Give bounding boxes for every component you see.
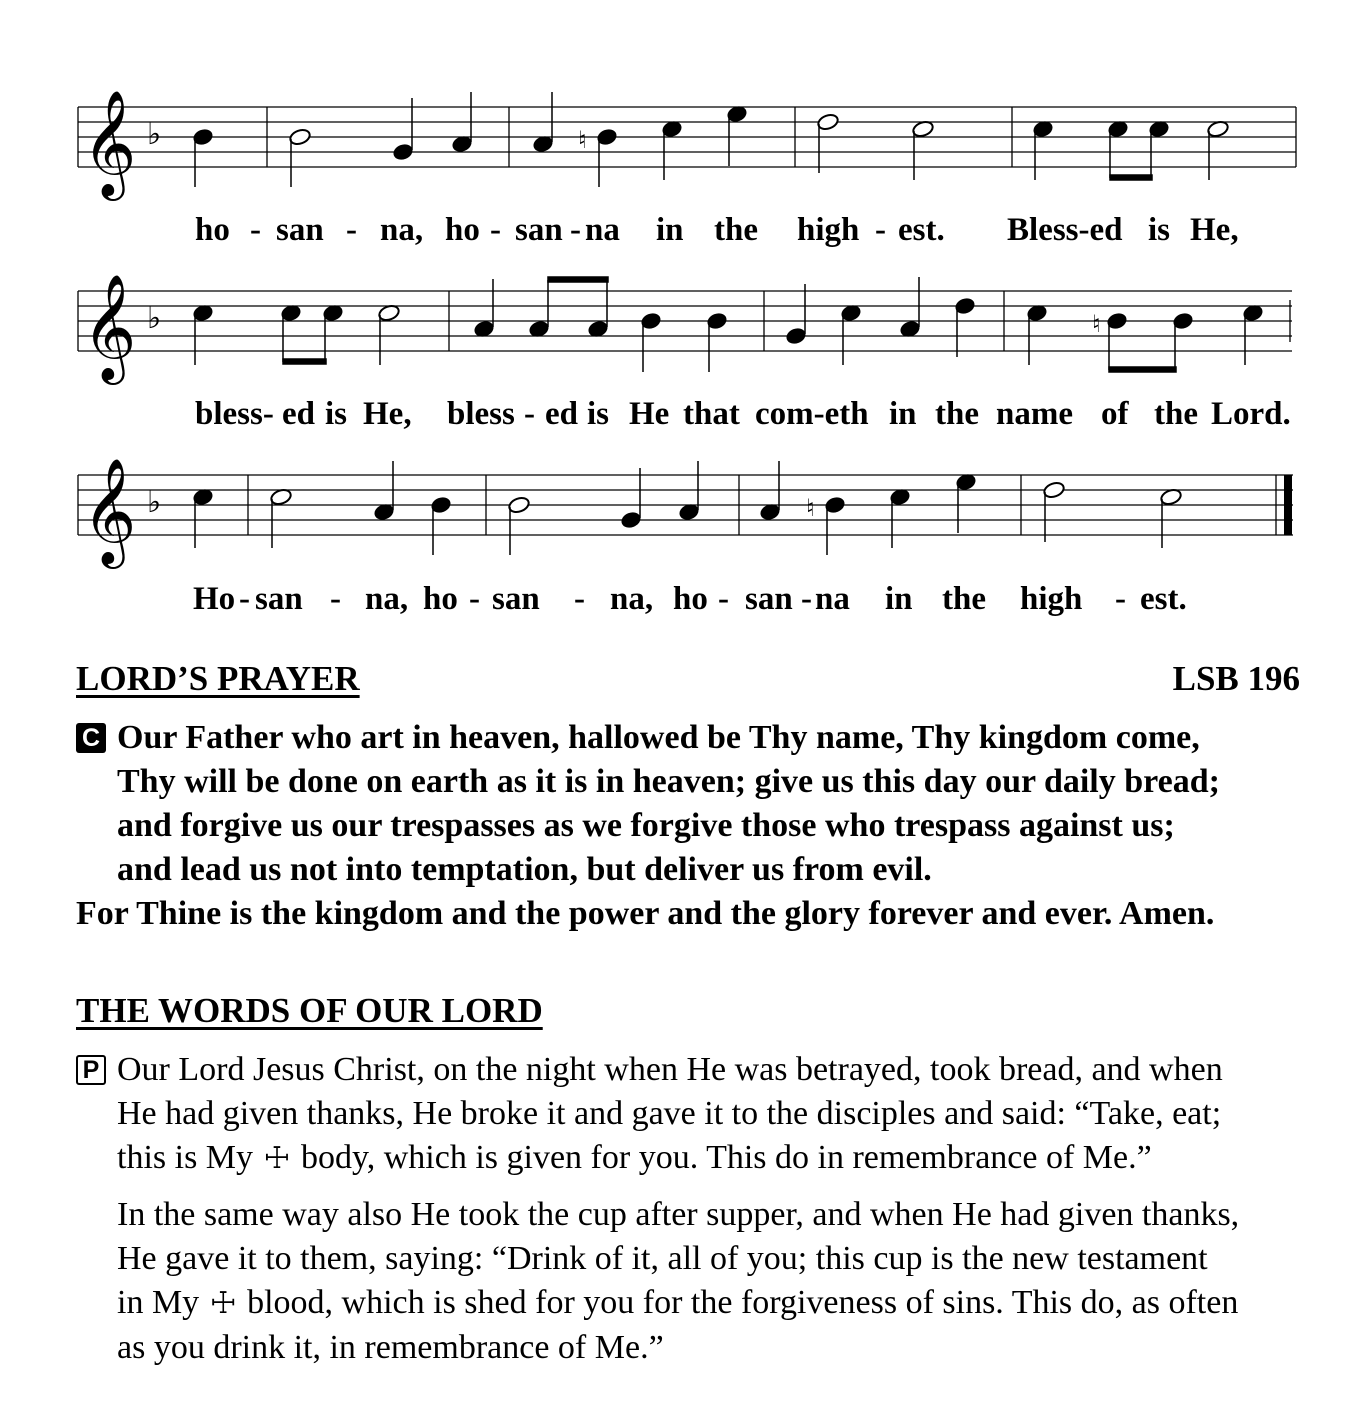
prayer-line-2: Thy will be done on earth as it is in heaven; give us this day our daily bread;	[117, 763, 1220, 800]
natural-sign-icon: ♮	[1092, 310, 1101, 338]
lyric-syllable: -	[250, 212, 261, 248]
pastor-badge: P	[76, 1055, 106, 1085]
institution-para2-line2: He gave it to them, saying: “Drink of it, all of you; this cup is the new testament	[117, 1240, 1208, 1277]
lyric-syllable: high	[1020, 581, 1083, 617]
lyric-syllable: He,	[363, 396, 412, 432]
lyric-syllable: He	[629, 396, 670, 432]
lyric-syllable: name	[996, 396, 1073, 432]
staff-1	[0, 0, 1372, 205]
lyric-syllable: of	[1101, 396, 1129, 432]
natural-sign-icon: ♮	[806, 494, 815, 522]
lyric-syllable: -	[490, 212, 501, 248]
lyric-syllable: na,	[380, 212, 424, 248]
prayer-line-1: Our Father who art in heaven, hallowed be Thy name, Thy kingdom come,	[117, 719, 1200, 756]
lyric-syllable: the	[935, 396, 979, 432]
treble-clef-icon: 𝄞	[82, 273, 137, 380]
lyric-syllable: is	[325, 396, 348, 432]
lyric-syllable: san	[515, 212, 563, 248]
prayer-line-4: and lead us not into temptation, but deliver us from evil.	[117, 851, 932, 888]
lyric-syllable: -	[346, 212, 357, 248]
treble-clef-icon: 𝄞	[82, 89, 137, 196]
lyric-syllable: na,	[610, 581, 654, 617]
lyric-syllable: san	[492, 581, 540, 617]
lyric-syllable: bless	[447, 396, 515, 432]
lyric-syllable: the	[942, 581, 986, 617]
lords-prayer-heading: LORD’S PRAYER	[76, 659, 360, 698]
lyric-syllable: high	[797, 212, 860, 248]
lyrics-line-3	[0, 581, 1372, 621]
lyrics-line-1	[0, 212, 1372, 252]
flat-key-signature-icon: ♭	[147, 485, 162, 520]
lyric-syllable: na	[585, 212, 620, 248]
words-of-institution	[76, 1048, 1306, 1370]
flat-key-signature-icon: ♭	[147, 301, 162, 336]
lyric-syllable: ho	[423, 581, 458, 617]
lyric-syllable: -	[875, 212, 886, 248]
lords-prayer-reference: LSB 196	[1172, 659, 1300, 698]
lyric-syllable: ed	[282, 396, 315, 432]
institution-para1-line2: He had given thanks, He broke it and gave it to the disciples and said: “Take, eat;	[117, 1095, 1222, 1132]
para2-line3-before: in My	[117, 1284, 200, 1321]
treble-clef-icon: 𝄞	[82, 457, 137, 564]
lyric-syllable: na	[815, 581, 850, 617]
para2-line3-after: blood, which is shed for you for the forgiveness of sins. This do, as often	[247, 1284, 1239, 1321]
lyric-syllable: -	[570, 212, 581, 248]
institution-para1-line1: Our Lord Jesus Christ, on the night when He was betrayed, took bread, and when	[117, 1051, 1223, 1088]
lyrics-line-2	[0, 396, 1372, 436]
para1-line3-before: this is My	[117, 1139, 254, 1176]
flat-key-signature-icon: ♭	[147, 117, 162, 152]
lyric-syllable: Ho	[193, 581, 236, 617]
lords-prayer-text	[76, 716, 1306, 936]
lyric-syllable: com-eth	[755, 396, 869, 432]
institution-para2-line1: In the same way also He took the cup after supper, and when He had given thanks,	[117, 1196, 1240, 1233]
lyric-syllable: ho	[673, 581, 708, 617]
prayer-line-3: and forgive us our trespasses as we forgive those who trespass against us;	[117, 807, 1175, 844]
lyric-syllable: that	[683, 396, 740, 432]
lyric-syllable: -	[330, 581, 341, 617]
lyric-syllable: -	[469, 581, 480, 617]
lyric-syllable: -	[718, 581, 729, 617]
lyric-syllable: bless-	[195, 396, 274, 432]
cross-icon: ☩	[209, 1287, 237, 1320]
lyric-syllable: -	[574, 581, 585, 617]
words-of-our-lord-heading: THE WORDS OF OUR LORD	[76, 991, 543, 1030]
lyric-syllable: san	[255, 581, 303, 617]
lyric-syllable: He,	[1190, 212, 1239, 248]
congregation-badge: C	[76, 723, 106, 753]
para1-line3-after: body, which is given for you. This do in remembrance of Me.”	[300, 1139, 1152, 1176]
lyric-syllable: san	[276, 212, 324, 248]
lyric-syllable: -	[239, 581, 250, 617]
lyric-syllable: is	[1148, 212, 1171, 248]
institution-para2-line3	[117, 1281, 1306, 1326]
institution-para2-line4: as you drink it, in remembrance of Me.”	[117, 1329, 664, 1366]
lyric-syllable: Lord.	[1211, 396, 1291, 432]
lyric-syllable: is	[587, 396, 610, 432]
prayer-doxology: For Thine is the kingdom and the power and the glory forever and ever. Amen.	[76, 895, 1215, 932]
lyric-syllable: the	[714, 212, 758, 248]
lyric-syllable: -	[1115, 581, 1126, 617]
lyric-syllable: ed	[545, 396, 578, 432]
lyric-syllable: san	[745, 581, 793, 617]
lyric-syllable: -	[524, 396, 535, 432]
lyric-syllable: the	[1154, 396, 1198, 432]
cross-icon: ☩	[263, 1142, 291, 1175]
final-barline	[1284, 475, 1292, 535]
lyric-syllable: -	[801, 581, 812, 617]
institution-para1-line3	[117, 1136, 1306, 1181]
lyric-syllable: in	[889, 396, 917, 432]
lyric-syllable: na,	[365, 581, 409, 617]
lyric-syllable: Bless-ed	[1007, 212, 1123, 248]
lyric-syllable: est.	[1140, 581, 1187, 617]
lyric-syllable: in	[885, 581, 913, 617]
lyric-syllable: in	[656, 212, 684, 248]
lyric-syllable: ho	[445, 212, 480, 248]
lyric-syllable: ho	[195, 212, 230, 248]
lyric-syllable: est.	[898, 212, 945, 248]
natural-sign-icon: ♮	[578, 126, 587, 154]
